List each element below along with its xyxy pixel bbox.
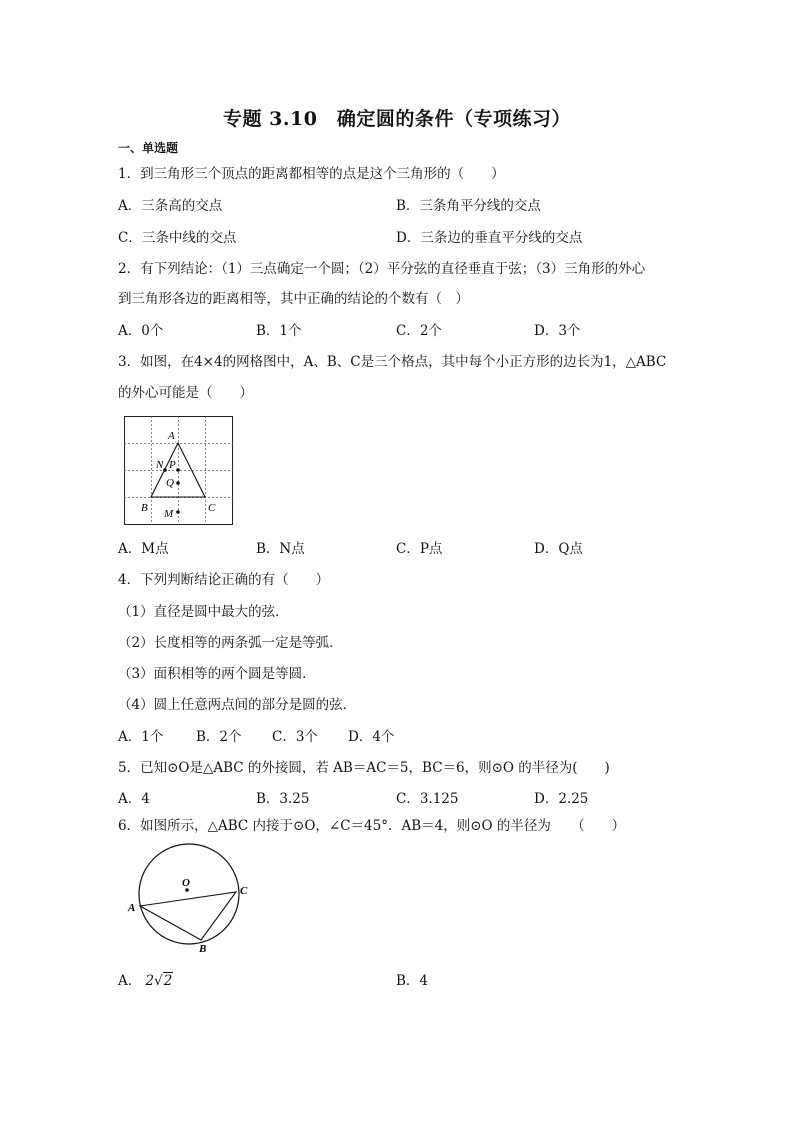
label-p: P [169,459,176,471]
label-o: O [182,877,190,889]
q1-option-c: C．三条中线的交点 [118,230,237,246]
q3-option-b: B．N点 [256,541,305,557]
q6-option-a-math [146,972,174,989]
q2-option-c: C．2个 [396,323,442,339]
q4-option-a: A．1个 [118,729,164,745]
section-heading: 一、单选题 [118,141,179,155]
question-3-stem-line-2: 的外心可能是（ ） [118,385,253,401]
q2-option-a: A．0个 [118,323,164,339]
point-p [176,468,180,472]
q1-option-b: B．三条角平分线的交点 [396,198,541,214]
label-n: N [156,459,164,471]
q1-option-d: D．三条边的垂直平分线的交点 [396,230,583,246]
q2-option-b: B．1个 [256,323,302,339]
grid-figure [124,416,234,526]
label-a2: A [128,902,136,914]
label-c2: C [240,885,248,897]
q6-option-b: B．4 [396,973,429,989]
q5-option-d: D．2.25 [534,791,589,807]
question-2-stem-line-1: 2．有下列结论：（1）三点确定一个圆；（2）平分弦的直径垂直于弦；（3）三角形的外心 [118,261,646,277]
point-n [163,468,167,472]
q3-option-a: A．M点 [118,541,169,557]
question-6-stem: 6．如图所示，△ABC 内接于⊙O，∠C＝45°．AB＝4，则⊙O 的半径为 （ ） [118,818,626,834]
q1-option-a: A．三条高的交点 [118,198,223,214]
point-m [176,510,180,514]
label-b2: B [199,943,207,955]
label-q: Q [166,477,174,489]
point-q [176,481,180,485]
question-5-stem: 5．已知⊙O是△ABC 的外接圆，若 AB＝AC＝5，BC＝6，则⊙O 的半径为( ) [118,760,610,776]
label-a: A [168,430,175,442]
question-2-stem-line-2: 到三角形各边的距离相等，其中正确的结论的个数有（ ） [118,291,469,307]
q3-option-c: C．P点 [396,541,443,557]
question-3-stem-line-1: 3．如图，在4×4的网格图中，A、B、C是三个格点，其中每个小正方形的边长为1，△ABC [118,354,667,370]
q5-option-c: C．3.125 [396,791,459,807]
q5-option-a: A．4 [118,791,150,807]
q6-option-a-label: A． [118,973,142,989]
label-b: B [141,502,148,514]
page-title: 专题 3.10 确定圆的条件（专项练习） [223,108,571,130]
question-4-statement-4: （4）圆上任意两点间的部分是圆的弦． [118,697,357,713]
question-4-statement-3: （3）面积相等的两个圆是等圆． [118,666,316,682]
question-4-statement-2: （2）长度相等的两条弧一定是等弧． [118,635,343,651]
label-m: M [164,508,174,520]
q4-option-c: C．3个 [272,729,318,745]
label-c: C [208,502,216,514]
q3-option-d: D．Q点 [534,541,583,557]
question-4-stem: 4．下列判断结论正确的有（ ） [118,572,330,588]
triangle-abc-inscribed [140,892,236,940]
q6-radicand: 2 [163,973,173,989]
q4-option-d: D．4个 [348,729,395,745]
q2-option-d: D．3个 [534,323,581,339]
q6-radical-coefficient: 2 [145,973,155,989]
q6-option-a [118,971,173,991]
q5-option-b: B．3.25 [256,791,310,807]
question-1-stem: 1．到三角形三个顶点的距离都相等的点是这个三角形的（ ） [118,166,505,182]
q4-option-b: B．2个 [196,729,242,745]
circle-figure [126,846,256,956]
radical-sign-icon: √ [154,973,163,989]
question-4-statement-1: （1）直径是圆中最大的弦． [118,604,289,620]
